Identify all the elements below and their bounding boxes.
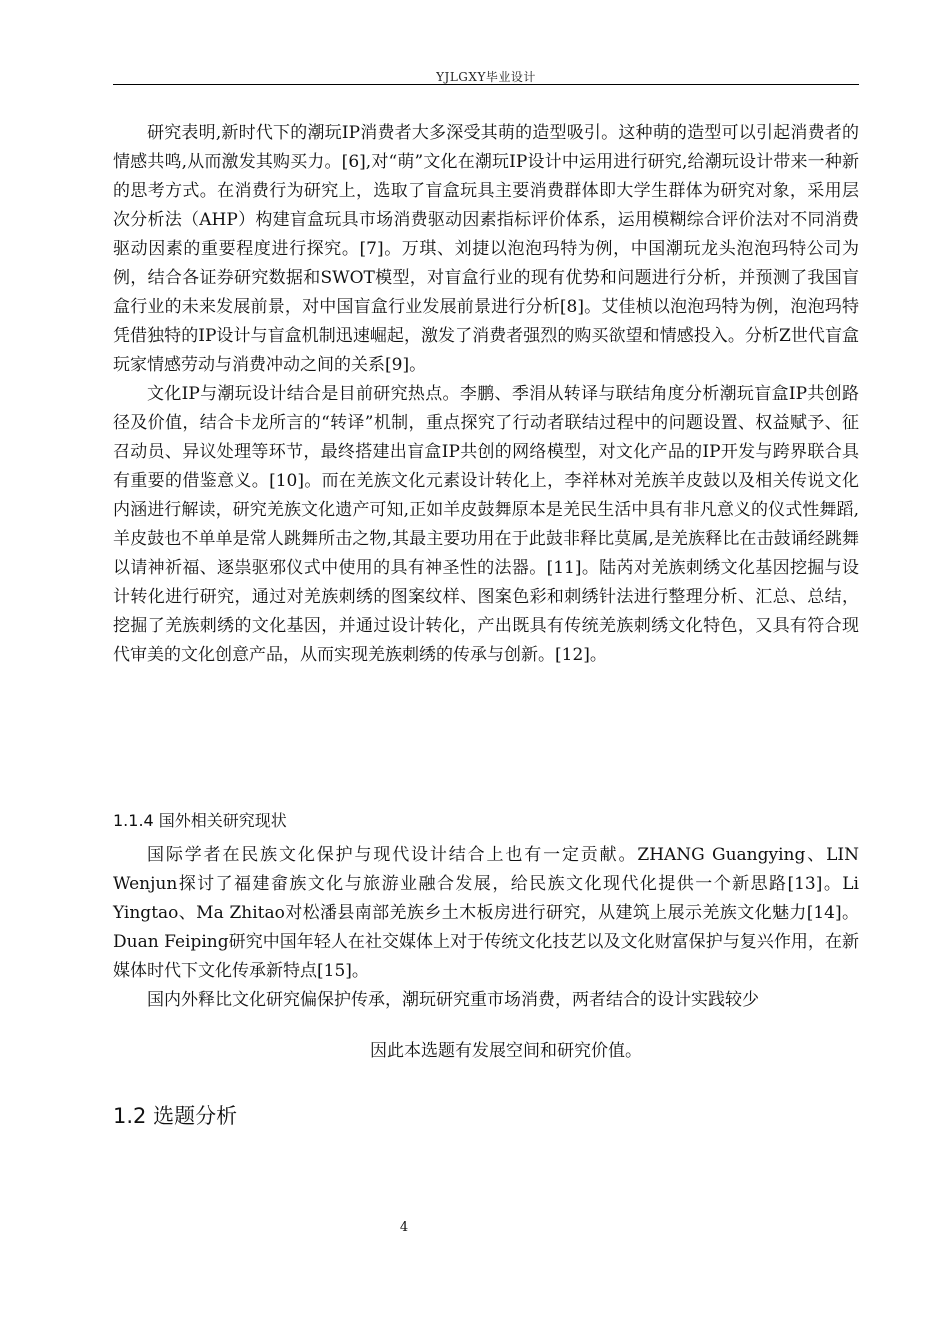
paragraph: 文化IP与潮玩设计结合是目前研究热点。李鹏、季涓从转译与联结角度分析潮玩盲盒IP共创路径及价值，结合卡龙所言的“转译”机制，重点探究了行动者联结过程中的问题设置、权益赋予、征召动员、异议处理等环节，最终搭建出盲盒IP共创的网络模型，对文化产品的IP开发与跨界联合具有重要的借鉴意义。[10]。而在羌族文化元素设计转化上，李祥林对羌族羊皮鼓以及相关传说文化内涵进行解读，研究羌族文化遗产可知,正如羊皮鼓舞原本是羌民生活中具有非凡意义的仪式性舞蹈,羊皮鼓也不单单是常人跳舞所击之物,其最主要功用在于此鼓非释比莫属,是羌族释比在击鼓诵经跳舞以请神祈福、逐祟驱邪仪式中使用的具有神圣性的法器。[11]。陆芮对羌族刺绣文化基因挖掘与设计转化进行研究，通过对羌族刺绣的图案纹样、图案色彩和刺绣针法进行整理分析、汇总、总结，挖掘了羌族刺绣的文化基因，并通过设计转化，产出既具有传统羌族刺绣文化特色，又具有符合现代审美的文化创意产品，从而实现羌族刺绣的传承与创新。[12]。 [113, 384, 859, 665]
paragraph: 研究表明,新时代下的潮玩IP消费者大多深受其萌的造型吸引。这种萌的造型可以引起消费者的情感共鸣,从而激发其购买力。[6],对“萌”文化在潮玩IP设计中运用进行研究,给潮玩设计带来一种新的思考方式。在消费行为研究上，选取了盲盒玩具主要消费群体即大学生群体为研究对象，采用层次分析法（AHP）构建盲盒玩具市场消费驱动因素指标评价体系，运用模糊综合评价法对不同消费驱动因素的重要程度进行探究。[7]。万琪、刘捷以泡泡玛特为例，中国潮玩龙头泡泡玛特公司为例，结合各证券研究数据和SWOT模型，对盲盒行业的现有优势和问题进行分析，并预测了我国盲盒行业的未来发展前景，对中国盲盒行业发展前景进行分析[8]。艾佳桢以泡泡玛特为例，泡泡玛特凭借独特的IP设计与盲盒机制迅速崛起，激发了消费者强烈的购买欲望和情感投入。分析Z世代盲盒玩家情感劳动与消费冲动之间的关系[9]。 [113, 123, 859, 375]
page-header: YJLGXY毕业设计 [436, 70, 536, 84]
section-heading-1-2: 1.2 选题分析 [113, 1104, 238, 1128]
section-heading-1-1-4: 1.1.4 国外相关研究现状 [113, 811, 287, 830]
header-divider [113, 84, 859, 85]
section-body [113, 841, 859, 1015]
paragraph: 国内外释比文化研究偏保护传承，潮玩研究重市场消费，两者结合的设计实践较少 [147, 990, 759, 1010]
page-number: 4 [399, 1220, 409, 1235]
paragraph: 国际学者在民族文化保护与现代设计结合上也有一定贡献。ZHANG Guangying、LIN Wenjun探讨了福建畲族文化与旅游业融合发展，给民族文化现代化提供一个新思路[13]。Li Yingtao、Ma Zhitao对松潘县南部羌族乡土木板房进行研究，从建筑上展示羌族文化魅力[14]。Duan Feiping研究中国年轻人在社交媒体上对于传统文化技艺以及文化财富保护与复兴作用，在新媒体时代下文化传承新特点[15]。 [113, 845, 859, 981]
paragraph-continuation: 因此本选题有发展空间和研究价值。 [370, 1041, 642, 1061]
section-body [113, 119, 859, 670]
